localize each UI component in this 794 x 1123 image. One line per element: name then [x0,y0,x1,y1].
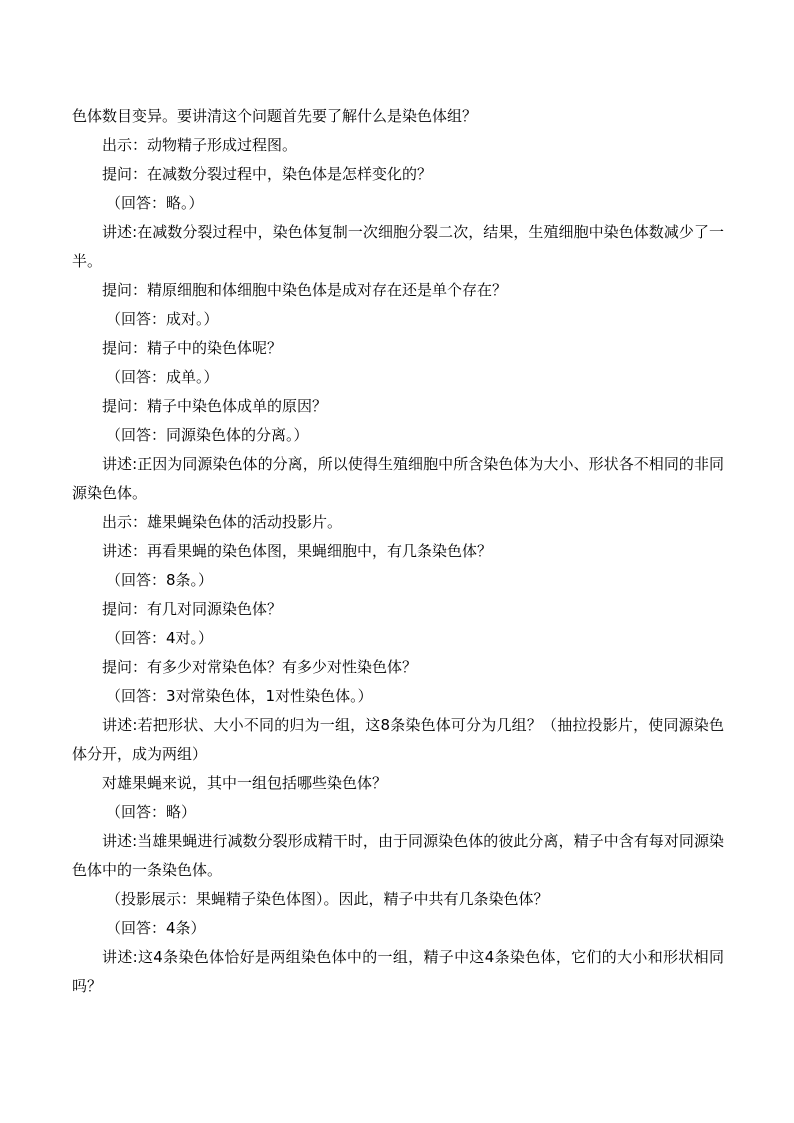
paragraph-22: （回答：略） [106,803,197,821]
paragraph-17: （回答：4对。） [106,629,214,647]
paragraph-23: 讲述:当雄果蝇进行减数分裂形成精干时，由于同源染色体的彼此分离，精子中含有每对同源染色体中的一条染色体。 [72,832,724,879]
paragraph-9: （回答：成单。） [106,368,219,386]
paragraph-2: 出示：动物精子形成过程图。 [102,136,298,154]
paragraph-25: （回答：4条） [106,919,206,937]
paragraph-5: 讲述:在减数分裂过程中，染色体复制一次细胞分裂二次，结果，生殖细胞中染色体数减少了一半。 [72,223,724,270]
paragraph-16: 提问：有几对同源染色体？ [102,600,283,618]
paragraph-24: （投影展示：果蝇精子染色体图）。因此，精子中共有几条染色体？ [106,890,549,908]
paragraph-12: 讲述:正因为同源染色体的分离，所以使得生殖细胞中所含染色体为大小、形状各不相同的非同源染色体。 [72,455,724,502]
paragraph-26: 讲述:这4条染色体恰好是两组染色体中的一组，精子中这4条染色体，它们的大小和形状相同吗？ [72,948,724,995]
paragraph-8: 提问：精子中的染色体呢？ [102,339,283,357]
paragraph-6: 提问：精原细胞和体细胞中染色体是成对存在还是单个存在？ [102,281,508,299]
paragraph-19: （回答：3对常染色体，1对性染色体。） [106,687,373,705]
paragraph-13: 出示：雄果蝇染色体的活动投影片。 [102,513,343,531]
paragraph-20: 讲述:若把形状、大小不同的归为一组，这8条染色体可分为几组？（抽拉投影片，使同源染色体分开，成为两组） [72,716,724,763]
paragraph-7: （回答：成对。） [106,310,219,328]
paragraph-21: 对雄果蝇来说，其中一组包括哪些染色体？ [102,774,388,792]
paragraph-1: 色体数目变异。要讲清这个问题首先要了解什么是染色体组？ [72,107,478,125]
paragraph-14: 讲述：再看果蝇的染色体图，果蝇细胞中，有几条染色体？ [102,542,493,560]
paragraph-18: 提问：有多少对常染色体？有多少对性染色体？ [102,658,418,676]
paragraph-3: 提问：在减数分裂过程中，染色体是怎样变化的？ [102,165,433,183]
paragraph-10: 提问：精子中染色体成单的原因？ [102,397,328,415]
paragraph-11: （回答：同源染色体的分离。） [106,426,309,444]
document-body [72,102,724,1001]
paragraph-4: （回答：略。） [106,194,204,212]
paragraph-15: （回答：8条。） [106,571,214,589]
